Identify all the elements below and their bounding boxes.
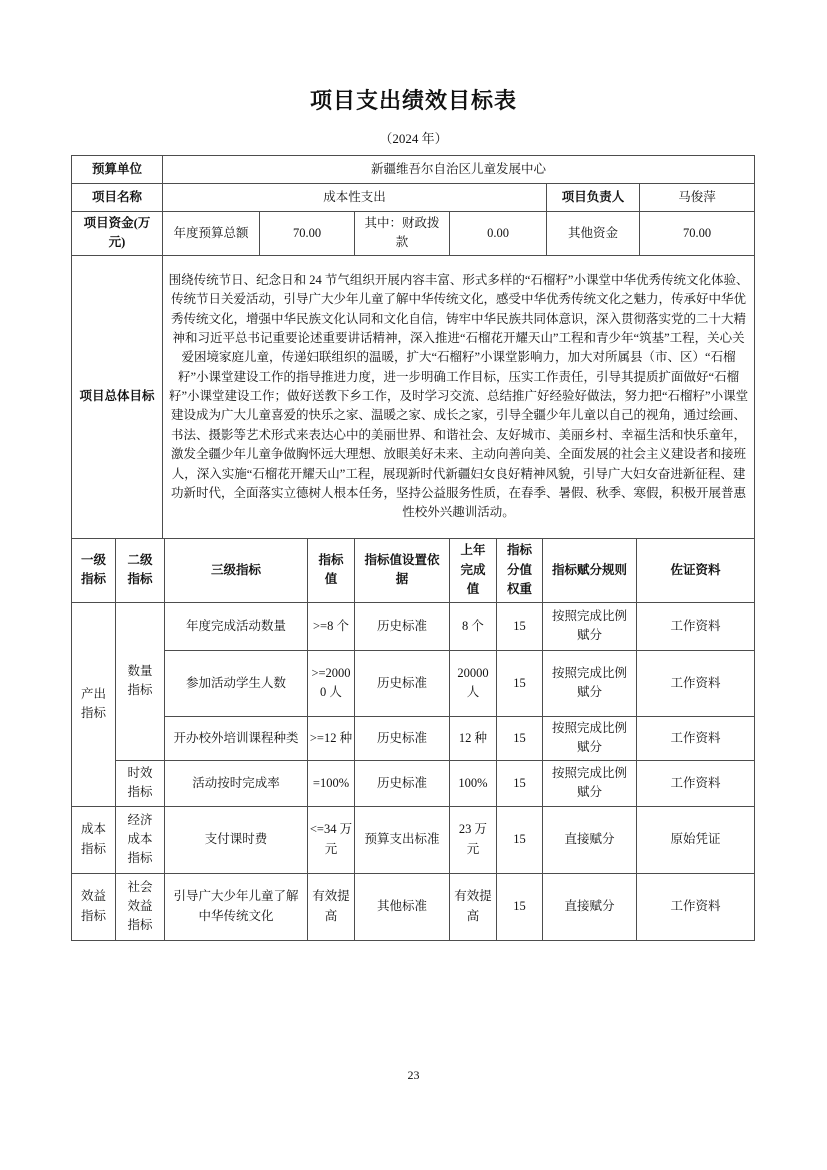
indicator-prev: 有效提高 [450,873,497,940]
indicator-name: 参加活动学生人数 [165,650,308,716]
project-leader-label: 项目负责人 [547,184,640,212]
indicator-prev: 23 万元 [450,806,497,873]
indicators-table [71,538,755,941]
indicator-weight: 15 [497,873,543,940]
indicator-evidence: 原始凭证 [637,806,755,873]
indicator-row [72,716,755,760]
project-name-value: 成本性支出 [163,184,547,212]
project-name-row [72,184,755,212]
fiscal-allocation-value: 0.00 [450,212,547,256]
header-level3: 三级指标 [165,538,308,602]
indicator-evidence: 工作资料 [637,716,755,760]
fiscal-allocation-label: 其中：财政拨款 [355,212,450,256]
header-basis: 指标值设置依据 [355,538,450,602]
budget-unit-label: 预算单位 [72,156,163,184]
indicator-name: 开办校外培训课程种类 [165,716,308,760]
overall-goal-text: 围绕传统节日、纪念日和 24 节气组织开展内容丰富、形式多样的“石榴籽”小课堂中华优秀传统文化体验、传统节日关爱活动，引导广大少年儿童了解中华传统文化，感受中华优秀传统文化之魅力，传承好中华优秀传统文化，增强中华民族文化认同和文化自信，铸牢中华民族共同体意识，深入贯彻落实党的二十大精神和习近平总书记重要论述重要讲话精神，深入推进“石榴花开耀天山”工程和青少年“筑基”工程，关心关爱困境家庭儿童，传递妇联组织的温暖，扩大“石榴籽”小课堂影响力，加大对所属县（市、区）“石榴籽”小课堂建设工作的指导推进力度，进一步明确工作目标，压实工作责任，引导其提质扩面做好“石榴籽”小课堂建设工作；做好送教下乡工作，及时学习交流、总结推广好经验好做法，努力把“石榴籽”小课堂建设成为广大儿童喜爱的快乐之家、温暖之家、成长之家，引导全疆少年儿童以自己的视角，通过绘画、书法、摄影等艺术形式来表达心中的美丽世界、和谐社会、友好城市、美丽乡村、幸福生活和快乐童年，激发全疆少年儿童争做胸怀远大理想、放眼美好未来、主动向善向美、全面发展的社会主义建设者和接班人，深入实施“石榴花开耀天山”工程，展现新时代新疆妇女良好精神风貌，引导广大妇女奋进新征程、建功新时代，全面落实立德树人根本任务，坚持公益服务性质，在春季、暑假、秋季、寒假，积极开展普惠性校外兴趣训活动。 [163,255,755,538]
indicator-rule: 按照完成比例赋分 [543,650,637,716]
header-rule: 指标赋分规则 [543,538,637,602]
indicator-name: 年度完成活动数量 [165,602,308,650]
annual-budget-value: 70.00 [260,212,355,256]
indicator-target: >=12 种 [308,716,355,760]
project-funds-label: 项目资金(万元) [72,212,163,256]
project-funds-row [72,212,755,256]
page-number: 23 [407,1068,420,1082]
level1-benefit: 效益指标 [72,873,116,940]
indicator-target: >=8 个 [308,602,355,650]
indicator-weight: 15 [497,760,543,806]
header-level2: 二级指标 [116,538,165,602]
page-title: 项目支出绩效目标表 [309,88,517,113]
indicator-prev: 100% [450,760,497,806]
project-leader-value: 马俊萍 [640,184,755,212]
indicator-name: 活动按时完成率 [165,760,308,806]
indicator-basis: 历史标准 [355,602,450,650]
indicator-evidence: 工作资料 [637,650,755,716]
indicator-row [72,806,755,873]
indicator-rule: 直接赋分 [543,806,637,873]
indicator-prev: 12 种 [450,716,497,760]
indicator-row [72,602,755,650]
level2-economic-cost: 经济成本指标 [116,806,165,873]
indicator-row [72,873,755,940]
indicator-weight: 15 [497,650,543,716]
level2-social-benefit: 社会效益指标 [116,873,165,940]
indicator-rule: 按照完成比例赋分 [543,760,637,806]
annual-budget-label: 年度预算总额 [163,212,260,256]
indicator-weight: 15 [497,806,543,873]
indicator-name: 支付课时费 [165,806,308,873]
header-evidence: 佐证资料 [637,538,755,602]
budget-unit-row [72,156,755,184]
level1-output: 产出指标 [72,602,116,806]
indicators-header-row [72,538,755,602]
indicator-target: =100% [308,760,355,806]
indicator-weight: 15 [497,602,543,650]
indicator-rule: 直接赋分 [543,873,637,940]
project-name-label: 项目名称 [72,184,163,212]
level2-quantity: 数量指标 [116,602,165,760]
other-funds-value: 70.00 [640,212,755,256]
indicator-rule: 按照完成比例赋分 [543,602,637,650]
indicator-basis: 历史标准 [355,716,450,760]
indicator-basis: 其他标准 [355,873,450,940]
indicator-evidence: 工作资料 [637,602,755,650]
budget-unit-value: 新疆维吾尔自治区儿童发展中心 [163,156,755,184]
header-target: 指标值 [308,538,355,602]
indicator-target: <=34 万元 [308,806,355,873]
indicator-evidence: 工作资料 [637,873,755,940]
indicator-prev: 20000 人 [450,650,497,716]
header-weight: 指标分值权重 [497,538,543,602]
indicator-target: >=20000 人 [308,650,355,716]
indicator-rule: 按照完成比例赋分 [543,716,637,760]
indicator-name: 引导广大少年儿童了解中华传统文化 [165,873,308,940]
indicator-row [72,650,755,716]
overall-goal-row [72,255,755,538]
indicator-evidence: 工作资料 [637,760,755,806]
indicator-prev: 8 个 [450,602,497,650]
indicator-target: 有效提高 [308,873,355,940]
indicator-basis: 预算支出标准 [355,806,450,873]
other-funds-label: 其他资金 [547,212,640,256]
indicator-basis: 历史标准 [355,650,450,716]
level1-cost: 成本指标 [72,806,116,873]
overall-goal-label: 项目总体目标 [72,255,163,538]
indicator-basis: 历史标准 [355,760,450,806]
header-prev-year: 上年完成值 [450,538,497,602]
header-level1: 一级指标 [72,538,116,602]
project-info-table [71,155,755,539]
indicator-row [72,760,755,806]
page-subtitle: （2024 年） [379,131,448,146]
indicator-weight: 15 [497,716,543,760]
level2-timeliness: 时效指标 [116,760,165,806]
